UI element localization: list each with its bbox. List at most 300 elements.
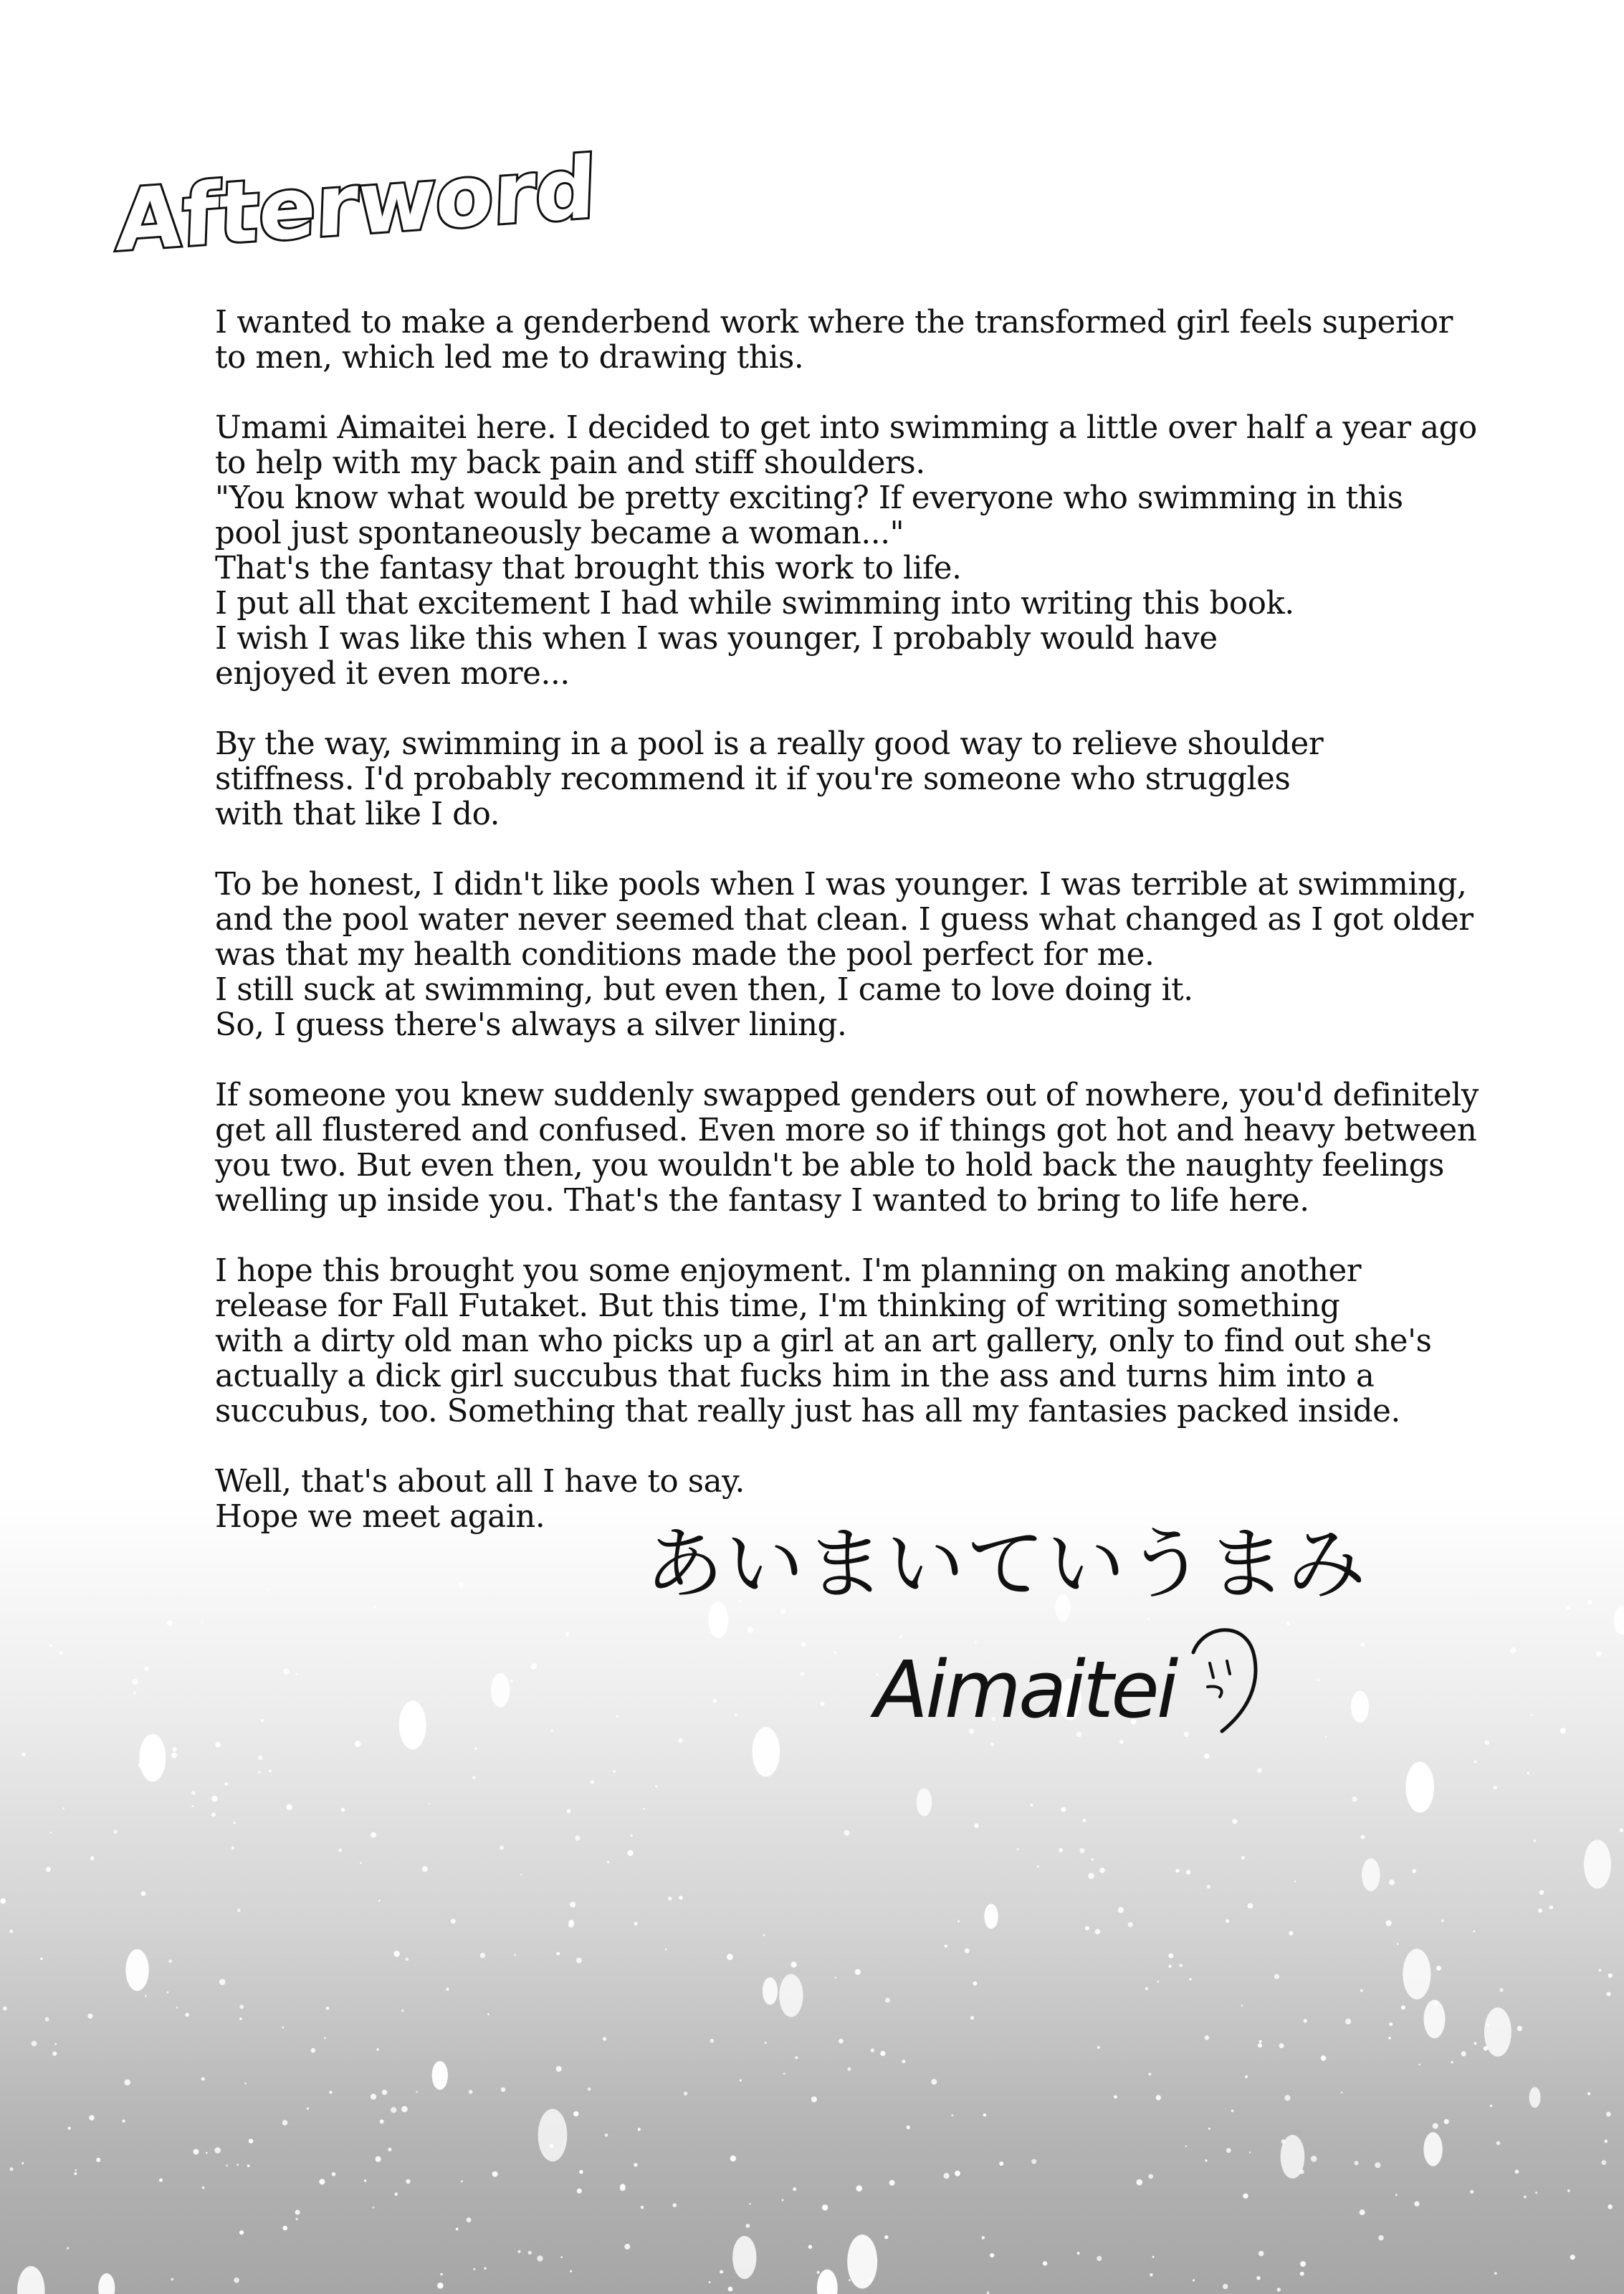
splatter-dot <box>3 2007 7 2011</box>
splatter-dot <box>1361 1835 1365 1840</box>
splatter-dot <box>237 1908 241 1912</box>
splatter-dot <box>847 2234 877 2288</box>
splatter-dot <box>565 1632 569 1636</box>
splatter-dot <box>1205 2159 1207 2161</box>
splatter-dot <box>1193 2279 1195 2281</box>
splatter-dot <box>1388 2037 1391 2040</box>
splatter-dot <box>295 2210 300 2215</box>
splatter-dot <box>380 2120 384 2124</box>
splatter-dot <box>665 1948 667 1951</box>
text-line: By the way, swimming in a pool is a really good way to relieve shoulder <box>215 726 1324 762</box>
splatter-dot <box>1148 2174 1153 2179</box>
splatter-dot <box>560 2256 563 2258</box>
splatter-dot <box>1168 1953 1173 1959</box>
splatter-dot <box>727 1953 733 1960</box>
splatter-dot <box>1527 1772 1530 1775</box>
splatter-dot <box>1484 2007 1511 2057</box>
splatter-dot <box>171 2278 173 2281</box>
splatter-dot <box>849 2279 851 2281</box>
splatter-dot <box>970 2016 974 2019</box>
splatter-dot <box>732 2236 756 2279</box>
text-line: I wanted to make a genderbend work where the transformed girl feels superior <box>215 305 1453 341</box>
splatter-dot <box>1083 1819 1086 1822</box>
splatter-dot <box>1232 1819 1237 1824</box>
splatter-dot <box>1156 2095 1161 2100</box>
splatter-dot <box>239 2005 244 2009</box>
splatter-dot <box>440 2273 443 2276</box>
splatter-dot <box>1185 2146 1188 2148</box>
splatter-dot <box>219 1979 226 1986</box>
splatter-dot <box>1405 1761 1434 1812</box>
splatter-dot <box>605 2133 608 2137</box>
splatter-dot <box>1325 1736 1327 1738</box>
splatter-dot <box>1118 1907 1124 1913</box>
text-line: Umami Aimaitei here. I decided to get into swimming a little over half a year ago <box>215 410 1477 446</box>
splatter-dot <box>835 1977 837 1979</box>
splatter-dot <box>613 1770 616 1773</box>
splatter-dot <box>1587 1600 1592 1604</box>
splatter-dot <box>125 1949 148 1991</box>
splatter-dot <box>955 2171 960 2176</box>
splatter-dot <box>487 2013 489 2015</box>
text-line: was that my health conditions made the pool perfect for me. <box>215 937 1155 973</box>
splatter-dot <box>1375 2162 1380 2168</box>
text-line: get all flustered and confused. Even more so if things got hot and heavy between <box>215 1113 1477 1148</box>
splatter-dot <box>1524 2196 1527 2199</box>
splatter-dot <box>1419 2064 1421 2066</box>
splatter-dot <box>437 2283 444 2289</box>
splatter-dot <box>1587 2093 1590 2095</box>
splatter-dot <box>1241 2004 1243 2007</box>
splatter-dot <box>1223 2284 1228 2289</box>
splatter-dot <box>1243 2194 1248 2199</box>
splatter-dot <box>1351 1690 1369 1723</box>
splatter-dot <box>491 1673 510 1708</box>
splatter-dot <box>406 1958 409 1961</box>
splatter-dot <box>720 2270 723 2274</box>
splatter-dot <box>1274 1974 1279 1979</box>
splatter-dot <box>1389 2022 1393 2026</box>
splatter-dot <box>46 1867 51 1872</box>
splatter-dot <box>983 2113 987 2117</box>
splatter-dot <box>795 2056 798 2059</box>
text-line: to help with my back pain and stiff shoulders. <box>215 445 925 481</box>
splatter-dot <box>89 2115 95 2121</box>
splatter-dot <box>446 1988 449 1991</box>
splatter-dot <box>1531 1714 1533 1716</box>
splatter-dot <box>1567 2189 1570 2192</box>
splatter-dot <box>1474 2042 1477 2045</box>
splatter-dot <box>1150 2273 1153 2277</box>
splatter-dot <box>631 1834 633 1837</box>
splatter-dot <box>416 2091 418 2093</box>
text-line: actually a dick girl succubus that fucks him in the ass and turns him into a <box>215 1358 1375 1394</box>
text-line: with that like I do. <box>215 796 500 832</box>
splatter-dot <box>1148 2072 1151 2075</box>
splatter-dot <box>296 1672 298 1675</box>
splatter-dot <box>1620 1828 1623 1832</box>
text-line: "You know what would be pretty exciting? If everyone who swimming in this <box>215 480 1403 516</box>
splatter-dot <box>50 1832 52 1833</box>
splatter-dot <box>473 2268 475 2270</box>
splatter-dot <box>373 1606 376 1609</box>
splatter-dot <box>49 1645 52 1647</box>
splatter-dot <box>480 1953 485 1958</box>
splatter-dot <box>917 1789 932 1817</box>
text-line: Hope we meet again. <box>215 1499 545 1535</box>
splatter-dot <box>965 1948 970 1953</box>
splatter-dot <box>551 1729 554 1732</box>
splatter-dot <box>709 2281 711 2283</box>
splatter-dot <box>9 1929 13 1933</box>
splatter-dot <box>1128 1922 1133 1927</box>
splatter-dot <box>167 1991 169 1994</box>
splatter-dot <box>1539 1890 1544 1895</box>
splatter-dot <box>371 2094 376 2100</box>
splatter-dot <box>528 2251 532 2255</box>
splatter-dot <box>239 2017 242 2020</box>
splatter-dot <box>902 2060 906 2063</box>
text-line: That's the fantasy that brought this work to life. <box>215 551 962 586</box>
splatter-dot <box>1095 1929 1101 1935</box>
splatter-dot <box>394 2192 398 2196</box>
splatter-dot <box>1175 1869 1179 1872</box>
splatter-dot <box>484 2267 486 2270</box>
splatter-dot <box>168 1959 172 1963</box>
splatter-dot <box>467 2217 472 2222</box>
splatter-dot <box>461 2181 463 2183</box>
splatter-dot <box>1300 2272 1304 2276</box>
splatter-dot <box>382 2090 387 2095</box>
splatter-dot <box>1361 1642 1365 1647</box>
splatter-dot <box>577 2189 582 2194</box>
splatter-dot <box>590 1780 594 1784</box>
splatter-dot <box>133 1691 136 1694</box>
text-line: release for Fall Futaket. But this time, I'm thinking of writing something <box>215 1288 1340 1324</box>
splatter-dot <box>422 1866 428 1872</box>
splatter-dot <box>763 1977 778 2004</box>
splatter-dot <box>360 1862 362 1864</box>
splatter-dot <box>1412 1869 1416 1873</box>
splatter-dot <box>1205 2035 1209 2040</box>
splatter-dot <box>1152 2256 1155 2258</box>
splatter-dot <box>40 1958 42 1960</box>
splatter-dot <box>570 1902 575 1908</box>
splatter-dot <box>1169 1965 1172 1968</box>
splatter-dot <box>1241 1856 1245 1860</box>
splatter-dot <box>376 2156 381 2162</box>
paragraph-1 <box>215 305 1453 376</box>
splatter-dot <box>567 1809 571 1814</box>
splatter-dot <box>1389 1880 1395 1885</box>
splatter-dot <box>1259 2040 1262 2043</box>
splatter-dot <box>10 2167 14 2171</box>
splatter-dot <box>568 1920 574 1926</box>
splatter-dot <box>124 2080 130 2086</box>
splatter-dot <box>679 1895 683 1900</box>
splatter-dot <box>1395 2194 1398 2197</box>
splatter-dot <box>710 2039 715 2043</box>
splatter-dot <box>59 1651 63 1655</box>
splatter-dot <box>620 2185 626 2191</box>
splatter-dot <box>1088 1873 1094 1880</box>
splatter-dot <box>399 1700 426 1749</box>
splatter-dot <box>951 2114 953 2116</box>
splatter-dot <box>1566 1606 1570 1610</box>
splatter-dot <box>1535 2191 1537 2194</box>
splatter-dot <box>1493 1786 1497 1790</box>
splatter-dot <box>68 2127 71 2130</box>
splatter-dot <box>607 1861 609 1863</box>
splatter-dot <box>973 1981 978 1986</box>
splatter-dot <box>839 2039 844 2044</box>
splatter-dot <box>1360 1989 1363 1992</box>
splatter-dot <box>1189 1978 1191 1980</box>
splatter-dot <box>871 2048 874 2052</box>
splatter-dot <box>1249 2151 1251 2153</box>
splatter-dot <box>261 1719 264 1722</box>
splatter-dot <box>573 2111 578 2116</box>
splatter-dot <box>746 2224 750 2228</box>
splatter-dot <box>1423 2132 1442 2166</box>
splatter-dot <box>643 1808 645 1810</box>
splatter-dot <box>1304 2019 1307 2022</box>
splatter-dot <box>1245 2075 1248 2078</box>
splatter-dot <box>224 1782 228 1786</box>
splatter-dot <box>889 2180 895 2186</box>
text-line: I hope this brought you some enjoyment. I'm planning on making another <box>215 1253 1362 1289</box>
splatter-dot <box>501 2088 505 2092</box>
splatter-dot <box>945 1945 947 1948</box>
splatter-dot <box>1355 2161 1359 2165</box>
paragraph-3 <box>215 726 1324 832</box>
signature-smiley-mouth <box>1208 1687 1222 1697</box>
splatter-dot <box>338 1849 341 1852</box>
splatter-dot <box>391 2107 396 2113</box>
splatter-dot <box>87 2014 92 2019</box>
splatter-dot <box>1386 1921 1392 1926</box>
splatter-dot <box>510 1680 513 1683</box>
splatter-dot <box>1560 1728 1566 1733</box>
splatter-dot <box>783 2072 785 2075</box>
splatter-dot <box>641 2206 644 2209</box>
splatter-dot <box>1608 2204 1613 2209</box>
splatter-dot <box>1145 1987 1148 1990</box>
splatter-dot <box>0 1898 6 1904</box>
splatter-dot <box>603 2037 607 2041</box>
splatter-dot <box>538 2109 568 2161</box>
splatter-dot <box>355 1741 361 1747</box>
author-signature <box>638 1502 1367 1760</box>
splatter-dot <box>1470 2190 1473 2194</box>
splatter-dot <box>1403 1948 1430 1999</box>
splatter-dot <box>1599 1969 1602 1972</box>
splatter-dot <box>141 1891 146 1896</box>
splatter-dot <box>167 1621 172 1626</box>
splatter-dot <box>287 1804 292 1810</box>
splatter-dot <box>172 1747 176 1751</box>
splatter-dot <box>326 2007 330 2010</box>
splatter-dot <box>307 2108 309 2110</box>
splatter-dot <box>1444 2119 1449 2124</box>
splatter-dot <box>409 1745 414 1749</box>
splatter-dot <box>1405 1978 1406 1979</box>
splatter-dot <box>1294 1880 1296 1882</box>
splatter-dot <box>537 2255 543 2261</box>
splatter-dot <box>1256 2276 1260 2280</box>
splatter-dot <box>492 2171 498 2177</box>
splatter-dot <box>1099 1867 1105 1873</box>
text-line: pool just spontaneously became a woman..." <box>215 515 904 551</box>
splatter-dot <box>1321 2055 1327 2061</box>
splatter-dot <box>324 2037 326 2040</box>
splatter-dot <box>817 2271 820 2274</box>
text-line: I still suck at swimming, but even then, I came to love doing it. <box>215 972 1193 1008</box>
splatter-dot <box>1433 2123 1438 2129</box>
splatter-dot <box>472 1776 475 1779</box>
splatter-dot <box>1286 1622 1290 1625</box>
splatter-dot <box>931 2079 937 2085</box>
splatter-dot <box>1097 2256 1102 2261</box>
splatter-dot <box>885 1998 890 2003</box>
splatter-dot <box>45 2017 49 2022</box>
splatter-dot <box>258 1771 261 1774</box>
splatter-dot <box>638 2128 641 2131</box>
splatter-dot <box>1529 2087 1541 2108</box>
splatter-dot <box>364 2179 367 2182</box>
splatter-dot <box>52 2052 57 2056</box>
splatter-dot <box>54 2043 57 2045</box>
splatter-dot <box>378 1900 381 1902</box>
signature-latin: Aimaitei <box>874 1644 1176 1736</box>
splatter-dot <box>1607 1992 1611 1996</box>
splatter-dot <box>191 1791 196 1795</box>
text-line: So, I guess there's always a silver lining. <box>215 1007 847 1043</box>
splatter-dot <box>1208 2128 1210 2130</box>
splatter-dot <box>999 2161 1003 2166</box>
splatter-dot <box>1186 1870 1190 1874</box>
splatter-dot <box>1085 1926 1089 1931</box>
splatter-dot <box>1441 1920 1444 1923</box>
text-line: welling up inside you. That's the fantasy I wanted to bring to life here. <box>215 1183 1309 1219</box>
splatter-dot <box>206 2152 208 2154</box>
splatter-dot <box>341 1808 345 1812</box>
splatter-dot <box>779 1974 803 2017</box>
splatter-dot <box>1360 2209 1365 2215</box>
splatter-dot <box>808 2245 812 2249</box>
splatter-dot <box>393 1951 399 1956</box>
splatter-dot <box>1499 1988 1503 1991</box>
paragraph-2 <box>215 410 1477 692</box>
splatter-dot <box>907 2126 910 2129</box>
splatter-dot <box>1226 1919 1229 1923</box>
splatter-dot <box>1279 2043 1284 2048</box>
splatter-dot <box>576 1958 582 1964</box>
splatter-dot <box>1281 2135 1305 2179</box>
splatter-dot <box>1461 2051 1466 2056</box>
splatter-dot <box>1614 1606 1624 1634</box>
splatter-dot <box>202 2186 205 2189</box>
splatter-dot <box>226 2165 228 2167</box>
splatter-dot <box>401 2106 408 2113</box>
splatter-dot <box>1179 1964 1183 1967</box>
splatter-dot <box>982 2236 985 2240</box>
splatter-dot <box>730 2156 736 2161</box>
splatter-dot <box>869 2279 872 2282</box>
splatter-dot <box>655 1785 658 1788</box>
splatter-dot <box>884 2235 888 2239</box>
splatter-dot <box>388 2148 391 2151</box>
splatter-dot <box>822 2204 828 2210</box>
splatter-dot <box>231 1847 234 1850</box>
splatter-dot <box>811 2096 817 2102</box>
splatter-dot <box>1091 1858 1094 1861</box>
splatter-dot <box>782 2199 784 2202</box>
text-line: To be honest, I didn't like pools when I was younger. I was terrible at swimming, <box>215 867 1467 903</box>
splatter-dot <box>1345 2019 1351 2024</box>
splatter-dot <box>266 1589 268 1591</box>
splatter-dot <box>740 2080 742 2082</box>
splatter-dot <box>122 2120 125 2123</box>
text-line: and the pool water never seemed that clean. I guess what changed as I got older <box>215 902 1473 938</box>
splatter-dot <box>145 1995 147 1997</box>
text-line: enjoyed it even more... <box>215 656 570 692</box>
splatter-dot <box>579 2170 583 2174</box>
splatter-dot <box>1490 2105 1492 2107</box>
splatter-dot <box>1258 2251 1264 2257</box>
splatter-dot <box>1584 1840 1611 1888</box>
splatter-dot <box>311 2048 316 2053</box>
splatter-dot <box>1248 1903 1253 1909</box>
splatter-dot <box>201 2078 205 2081</box>
splatter-dot <box>856 2185 863 2191</box>
splatter-dot <box>624 2244 630 2250</box>
splatter-dot <box>1401 2005 1405 2009</box>
splatter-dot <box>185 2013 189 2017</box>
splatter-dot <box>469 2090 473 2094</box>
splatter-dot <box>1317 1679 1319 1681</box>
splatter-dot <box>171 1753 177 1758</box>
splatter-dot <box>114 1829 118 1834</box>
splatter-dot <box>987 2291 990 2294</box>
splatter-dot <box>139 1734 166 1781</box>
splatter-dot <box>500 1845 504 1850</box>
splatter-dot <box>194 2149 199 2155</box>
splatter-dot <box>32 2041 37 2047</box>
splatter-dot <box>406 2179 410 2184</box>
splatter-dot <box>1231 2110 1234 2113</box>
splatter-dot <box>1436 1966 1441 1971</box>
splatter-dot <box>234 1822 236 1824</box>
splatter-dot <box>282 2027 284 2029</box>
splatter-dot <box>282 2120 288 2126</box>
splatter-dot <box>295 2218 297 2220</box>
splatter-dot <box>1277 2288 1281 2291</box>
splatter-dot <box>673 2203 677 2207</box>
splatter-dot <box>627 1850 633 1856</box>
splatter-dot <box>451 1919 456 1924</box>
splatter-dot <box>974 1824 979 1829</box>
splatter-dot <box>432 2061 448 2090</box>
splatter-dot <box>517 2250 520 2253</box>
splatter-dot <box>957 1921 960 1923</box>
text-line: with a dirty old man who picks up a girl at an art gallery, only to find out she's <box>215 1323 1432 1359</box>
splatter-dot <box>1605 2140 1608 2143</box>
splatter-dot <box>1080 1848 1085 1853</box>
splatter-dot <box>1570 2255 1575 2260</box>
splatter-dot <box>763 1934 765 1936</box>
splatter-dot <box>1510 1647 1516 1654</box>
